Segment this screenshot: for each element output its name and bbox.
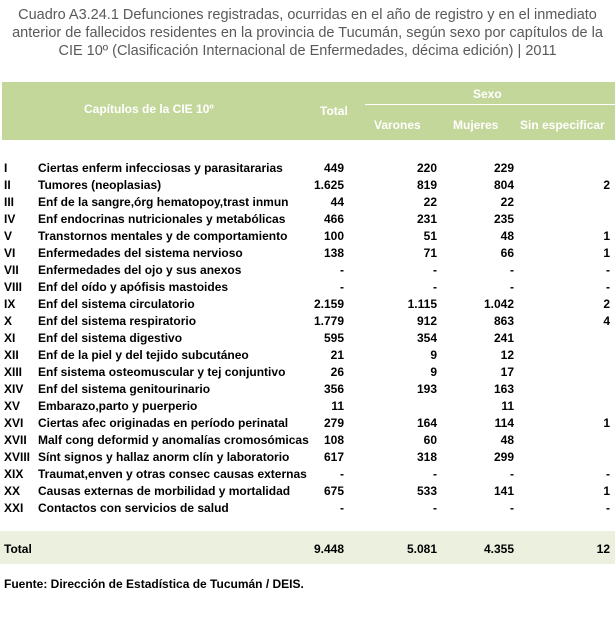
row-total: 1.625: [313, 178, 344, 192]
row-sin-especificar: 2: [603, 178, 610, 192]
row-varones: 819: [416, 178, 437, 192]
table-row: [0, 466, 615, 483]
row-chapter: Enf del sistema circulatorio: [38, 297, 195, 311]
row-roman: VIII: [4, 280, 23, 294]
row-total: 356: [323, 382, 344, 396]
row-mujeres: 141: [493, 484, 514, 498]
header-sin-especificar: Sin especificar: [520, 118, 605, 132]
totals-sin-especificar: 12: [596, 542, 610, 556]
table-row: [0, 449, 615, 466]
table-row: [0, 194, 615, 211]
row-roman: XI: [4, 331, 16, 345]
row-varones: -: [433, 501, 437, 515]
row-mujeres: 22: [500, 195, 514, 209]
header-sexo-divider: [365, 104, 615, 105]
row-total: 1.779: [313, 314, 344, 328]
row-varones: -: [433, 467, 437, 481]
row-roman: IV: [4, 212, 16, 226]
row-varones: 1.115: [407, 297, 437, 311]
row-roman: XXI: [4, 501, 24, 515]
row-chapter: Ciertas enferm infecciosas y parasitararias: [38, 161, 283, 175]
row-chapter: Causas externas de morbilidad y mortalidad: [38, 484, 291, 498]
row-roman: X: [4, 314, 13, 328]
row-roman: XII: [4, 348, 19, 362]
row-varones: 231: [416, 212, 437, 226]
row-mujeres: 235: [493, 212, 514, 226]
row-roman: IX: [4, 297, 16, 311]
row-roman: XV: [4, 399, 21, 413]
row-varones: 912: [416, 314, 437, 328]
row-varones: 533: [416, 484, 437, 498]
row-chapter: Enf de la piel y del tejido subcutáneo: [38, 348, 249, 362]
row-chapter: Enf del sistema respiratorio: [38, 314, 197, 328]
row-sin-especificar: -: [606, 501, 610, 515]
row-total: 2.159: [313, 297, 344, 311]
row-roman: VI: [4, 246, 16, 260]
header-total: Total: [320, 104, 348, 118]
totals-mujeres: 4.355: [483, 542, 514, 556]
row-sin-especificar: -: [606, 263, 610, 277]
row-chapter: Enf sistema osteomuscular y tej conjuntivo: [38, 365, 286, 379]
row-varones: -: [433, 263, 437, 277]
totals-row: [0, 531, 615, 564]
row-mujeres: 804: [493, 178, 514, 192]
row-roman: XIV: [4, 382, 24, 396]
row-sin-especificar: 4: [603, 314, 610, 328]
row-total: 675: [323, 484, 344, 498]
row-mujeres: 163: [493, 382, 514, 396]
row-mujeres: 863: [493, 314, 514, 328]
totals-varones: 5.081: [406, 542, 437, 556]
header-chapters: Capítulos de la CIE 10º: [84, 102, 214, 116]
row-mujeres: 241: [493, 331, 514, 345]
row-roman: XX: [4, 484, 21, 498]
table-row: [0, 211, 615, 228]
table-row: [0, 347, 615, 364]
row-sin-especificar: -: [606, 280, 610, 294]
row-total: 449: [323, 161, 344, 175]
row-total: -: [340, 263, 344, 277]
row-varones: 22: [423, 195, 437, 209]
row-chapter: Transtornos mentales y de comportamiento: [38, 229, 288, 243]
row-chapter: Enf del oído y apófisis mastoides: [38, 280, 229, 294]
row-roman: XIII: [4, 365, 23, 379]
title-line-3: CIE 10º (Clasificación Internacional de Enfermedades, décima edición) | 2011: [58, 43, 557, 59]
table-row: [0, 381, 615, 398]
row-sin-especificar: 1: [603, 246, 610, 260]
row-total: 617: [323, 450, 344, 464]
row-chapter: Enf de la sangre,órg hematopoy,trast inmun: [38, 195, 289, 209]
table-row: [0, 330, 615, 347]
source-note: Fuente: Dirección de Estadística de Tucumán / DEIS.: [4, 577, 304, 591]
row-varones: 220: [416, 161, 437, 175]
row-mujeres: 229: [493, 161, 514, 175]
row-chapter: Enfermedades del ojo y sus anexos: [38, 263, 242, 277]
row-mujeres: 48: [500, 433, 514, 447]
row-total: 279: [323, 416, 344, 430]
table-row: [0, 177, 615, 194]
row-roman: XVI: [4, 416, 24, 430]
row-varones: 354: [416, 331, 437, 345]
table-row: [0, 296, 615, 313]
row-roman: XIX: [4, 467, 24, 481]
row-chapter: Malf cong deformid y anomalías cromosómicas: [38, 433, 309, 447]
row-roman: III: [4, 195, 15, 209]
row-chapter: Enf endocrinas nutricionales y metabólicas: [38, 212, 286, 226]
row-mujeres: -: [510, 263, 514, 277]
row-varones: 51: [423, 229, 437, 243]
row-total: 11: [331, 399, 344, 413]
row-sin-especificar: 1: [603, 229, 610, 243]
header-varones: Varones: [374, 118, 421, 132]
row-varones: 60: [423, 433, 437, 447]
row-total: -: [340, 280, 344, 294]
header-mujeres: Mujeres: [453, 118, 499, 132]
row-total: 595: [323, 331, 344, 345]
row-roman: V: [4, 229, 13, 243]
row-chapter: Traumat,enven y otras consec causas externas: [38, 467, 307, 481]
row-sin-especificar: 2: [603, 297, 610, 311]
row-chapter: Enfermedades del sistema nervioso: [38, 246, 243, 260]
row-chapter: Contactos con servicios de salud: [38, 501, 229, 515]
row-varones: 193: [416, 382, 437, 396]
row-roman: XVII: [4, 433, 27, 447]
row-sin-especificar: 1: [603, 484, 610, 498]
row-mujeres: 66: [500, 246, 514, 260]
row-total: -: [340, 467, 344, 481]
row-chapter: Embarazo,parto y puerperio: [38, 399, 198, 413]
row-mujeres: 11: [501, 399, 514, 413]
row-total: -: [340, 501, 344, 515]
row-mujeres: 299: [493, 450, 514, 464]
table-row: [0, 483, 615, 500]
row-total: 138: [323, 246, 344, 260]
table-row: [0, 398, 615, 415]
row-sin-especificar: 1: [603, 416, 610, 430]
row-mujeres: 1.042: [483, 297, 514, 311]
totals-label: Total: [4, 542, 32, 556]
row-chapter: Tumores (neoplasias): [38, 178, 162, 192]
row-roman: VII: [4, 263, 19, 277]
row-total: 26: [330, 365, 344, 379]
row-chapter: Ciertas afec originadas en período perinatal: [38, 416, 289, 430]
row-mujeres: -: [510, 280, 514, 294]
row-chapter: Enf del sistema genitourinario: [38, 382, 211, 396]
row-total: 21: [330, 348, 344, 362]
row-varones: 318: [416, 450, 437, 464]
title-line-2: anterior de fallecidos residentes en la provincia de Tucumán, según sexo por capítulos de la: [12, 25, 603, 41]
row-sin-especificar: -: [606, 467, 610, 481]
row-mujeres: 48: [500, 229, 514, 243]
table-row: [0, 432, 615, 449]
row-mujeres: 17: [500, 365, 514, 379]
row-total: 466: [323, 212, 344, 226]
table-row: [0, 415, 615, 432]
row-roman: I: [4, 161, 8, 175]
row-total: 100: [323, 229, 344, 243]
table-row: [0, 228, 615, 245]
table-title: [0, 6, 615, 60]
row-mujeres: -: [510, 467, 514, 481]
table-row: [0, 313, 615, 330]
table-row: [0, 262, 615, 279]
row-chapter: Enf del sistema digestivo: [38, 331, 183, 345]
row-total: 108: [323, 433, 344, 447]
row-mujeres: 12: [500, 348, 514, 362]
row-roman: II: [4, 178, 11, 192]
row-varones: 164: [416, 416, 437, 430]
row-varones: -: [433, 280, 437, 294]
row-varones: 9: [430, 348, 437, 362]
totals-total: 9.448: [313, 542, 344, 556]
table-row: [0, 279, 615, 296]
title-line-1: Cuadro A3.24.1 Defunciones registradas, ocurridas en el año de registro y en el inmediato: [18, 7, 597, 23]
header-sexo: Sexo: [473, 87, 502, 101]
table-row: [0, 364, 615, 381]
row-varones: 71: [423, 246, 437, 260]
row-roman: XVIII: [4, 450, 31, 464]
table-row: [0, 245, 615, 262]
table-row: [0, 500, 615, 517]
table-row: [0, 160, 615, 177]
row-mujeres: 114: [494, 416, 514, 430]
row-varones: 9: [430, 365, 437, 379]
row-chapter: Sínt signos y hallaz anorm clín y laboratorio: [38, 450, 290, 464]
row-total: 44: [330, 195, 344, 209]
row-mujeres: -: [510, 501, 514, 515]
